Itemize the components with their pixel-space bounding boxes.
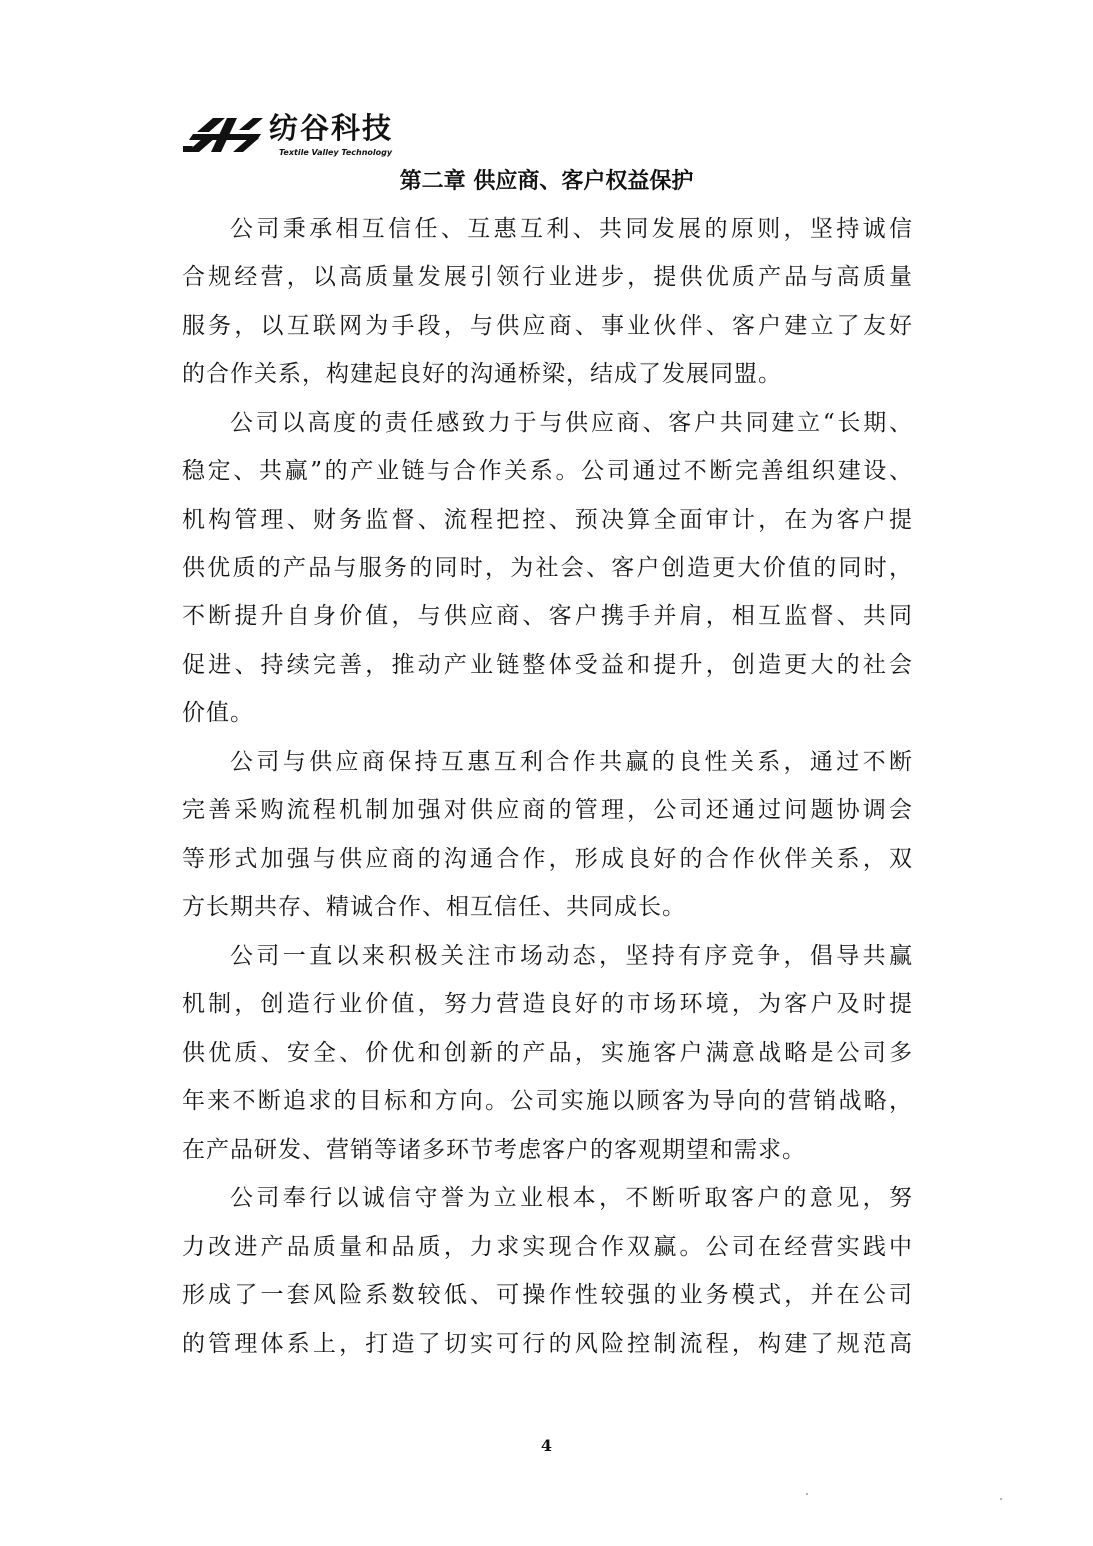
- body-text-line: 供优质、安全、价优和创新的产品，实施客户满意战略是公司多: [182, 1040, 913, 1066]
- body-text-line: 机制，创造行业价值，努力营造良好的市场环境，为客户及时提: [182, 991, 913, 1017]
- chapter-title: 第二章 供应商、客户权益保护: [399, 169, 694, 194]
- body-text-line: 公司一直以来积极关注市场动态，坚持有序竞争，倡导共赢: [230, 943, 913, 969]
- body-text-line: 的合作关系，构建起良好的沟通桥梁，结成了发展同盟。: [182, 361, 782, 387]
- body-text-line: 公司奉行以诚信守誉为立业根本，不断听取客户的意见，努: [230, 1185, 913, 1211]
- body-text-line: 服务，以互联网为手段，与供应商、事业伙伴、客户建立了友好: [182, 313, 913, 339]
- company-logo: [183, 112, 443, 164]
- body-text-line: 供优质的产品与服务的同时，为社会、客户创造更大价值的同时，: [182, 555, 913, 581]
- scan-speck: [1000, 1498, 1002, 1500]
- body-text-line: 公司与供应商保持互惠互利合作共赢的良性关系，通过不断: [230, 749, 913, 775]
- body-text-line: 促进、持续完善，推动产业链整体受益和提升，创造更大的社会: [182, 652, 913, 678]
- body-text-line: 的管理体系上，打造了切实可行的风险控制流程，构建了规范高: [182, 1331, 913, 1357]
- page-number: 4: [540, 1436, 553, 1455]
- body-text-line: 公司以高度的责任感致力于与供应商、客户共同建立“长期、: [230, 410, 913, 436]
- company-logo-mark-icon: [183, 112, 267, 158]
- body-text-line: 在产品研发、营销等诸多环节考虑客户的客观期望和需求。: [182, 1137, 806, 1163]
- body-text-line: 年来不断追求的目标和方向。公司实施以顾客为导向的营销战略，: [182, 1088, 913, 1114]
- body-text-line: 力改进产品质量和品质，力求实现合作双赢。公司在经营实践中: [182, 1234, 913, 1260]
- body-text-line: 等形式加强与供应商的沟通合作，形成良好的合作伙伴关系，双: [182, 846, 913, 872]
- body-text-line: 完善采购流程机制加强对供应商的管理，公司还通过问题协调会: [182, 797, 913, 823]
- body-text-line: 公司秉承相互信任、互惠互利、共同发展的原则，坚持诚信: [230, 216, 913, 242]
- body-text-line: 机构管理、财务监督、流程把控、预决算全面审计，在为客户提: [182, 507, 913, 533]
- body-text-line: 不断提升自身价值，与供应商、客户携手并肩，相互监督、共同: [182, 603, 913, 629]
- body-text-line: 方长期共存、精诚合作、相互信任、共同成长。: [182, 894, 686, 920]
- body-text-line: 合规经营，以高质量发展引领行业进步，提供优质产品与高质量: [182, 264, 913, 290]
- scan-speck: [806, 1493, 808, 1495]
- body-text-line: 价值。: [182, 700, 254, 726]
- body-text-line: 稳定、共赢”的产业链与合作关系。公司通过不断完善组织建设、: [182, 458, 913, 484]
- body-text-line: 形成了一套风险系数较低、可操作性较强的业务模式，并在公司: [182, 1282, 913, 1308]
- logo-name-cn: 纺谷科技: [269, 111, 394, 145]
- logo-name-en: Textile Valley Technology: [279, 148, 393, 157]
